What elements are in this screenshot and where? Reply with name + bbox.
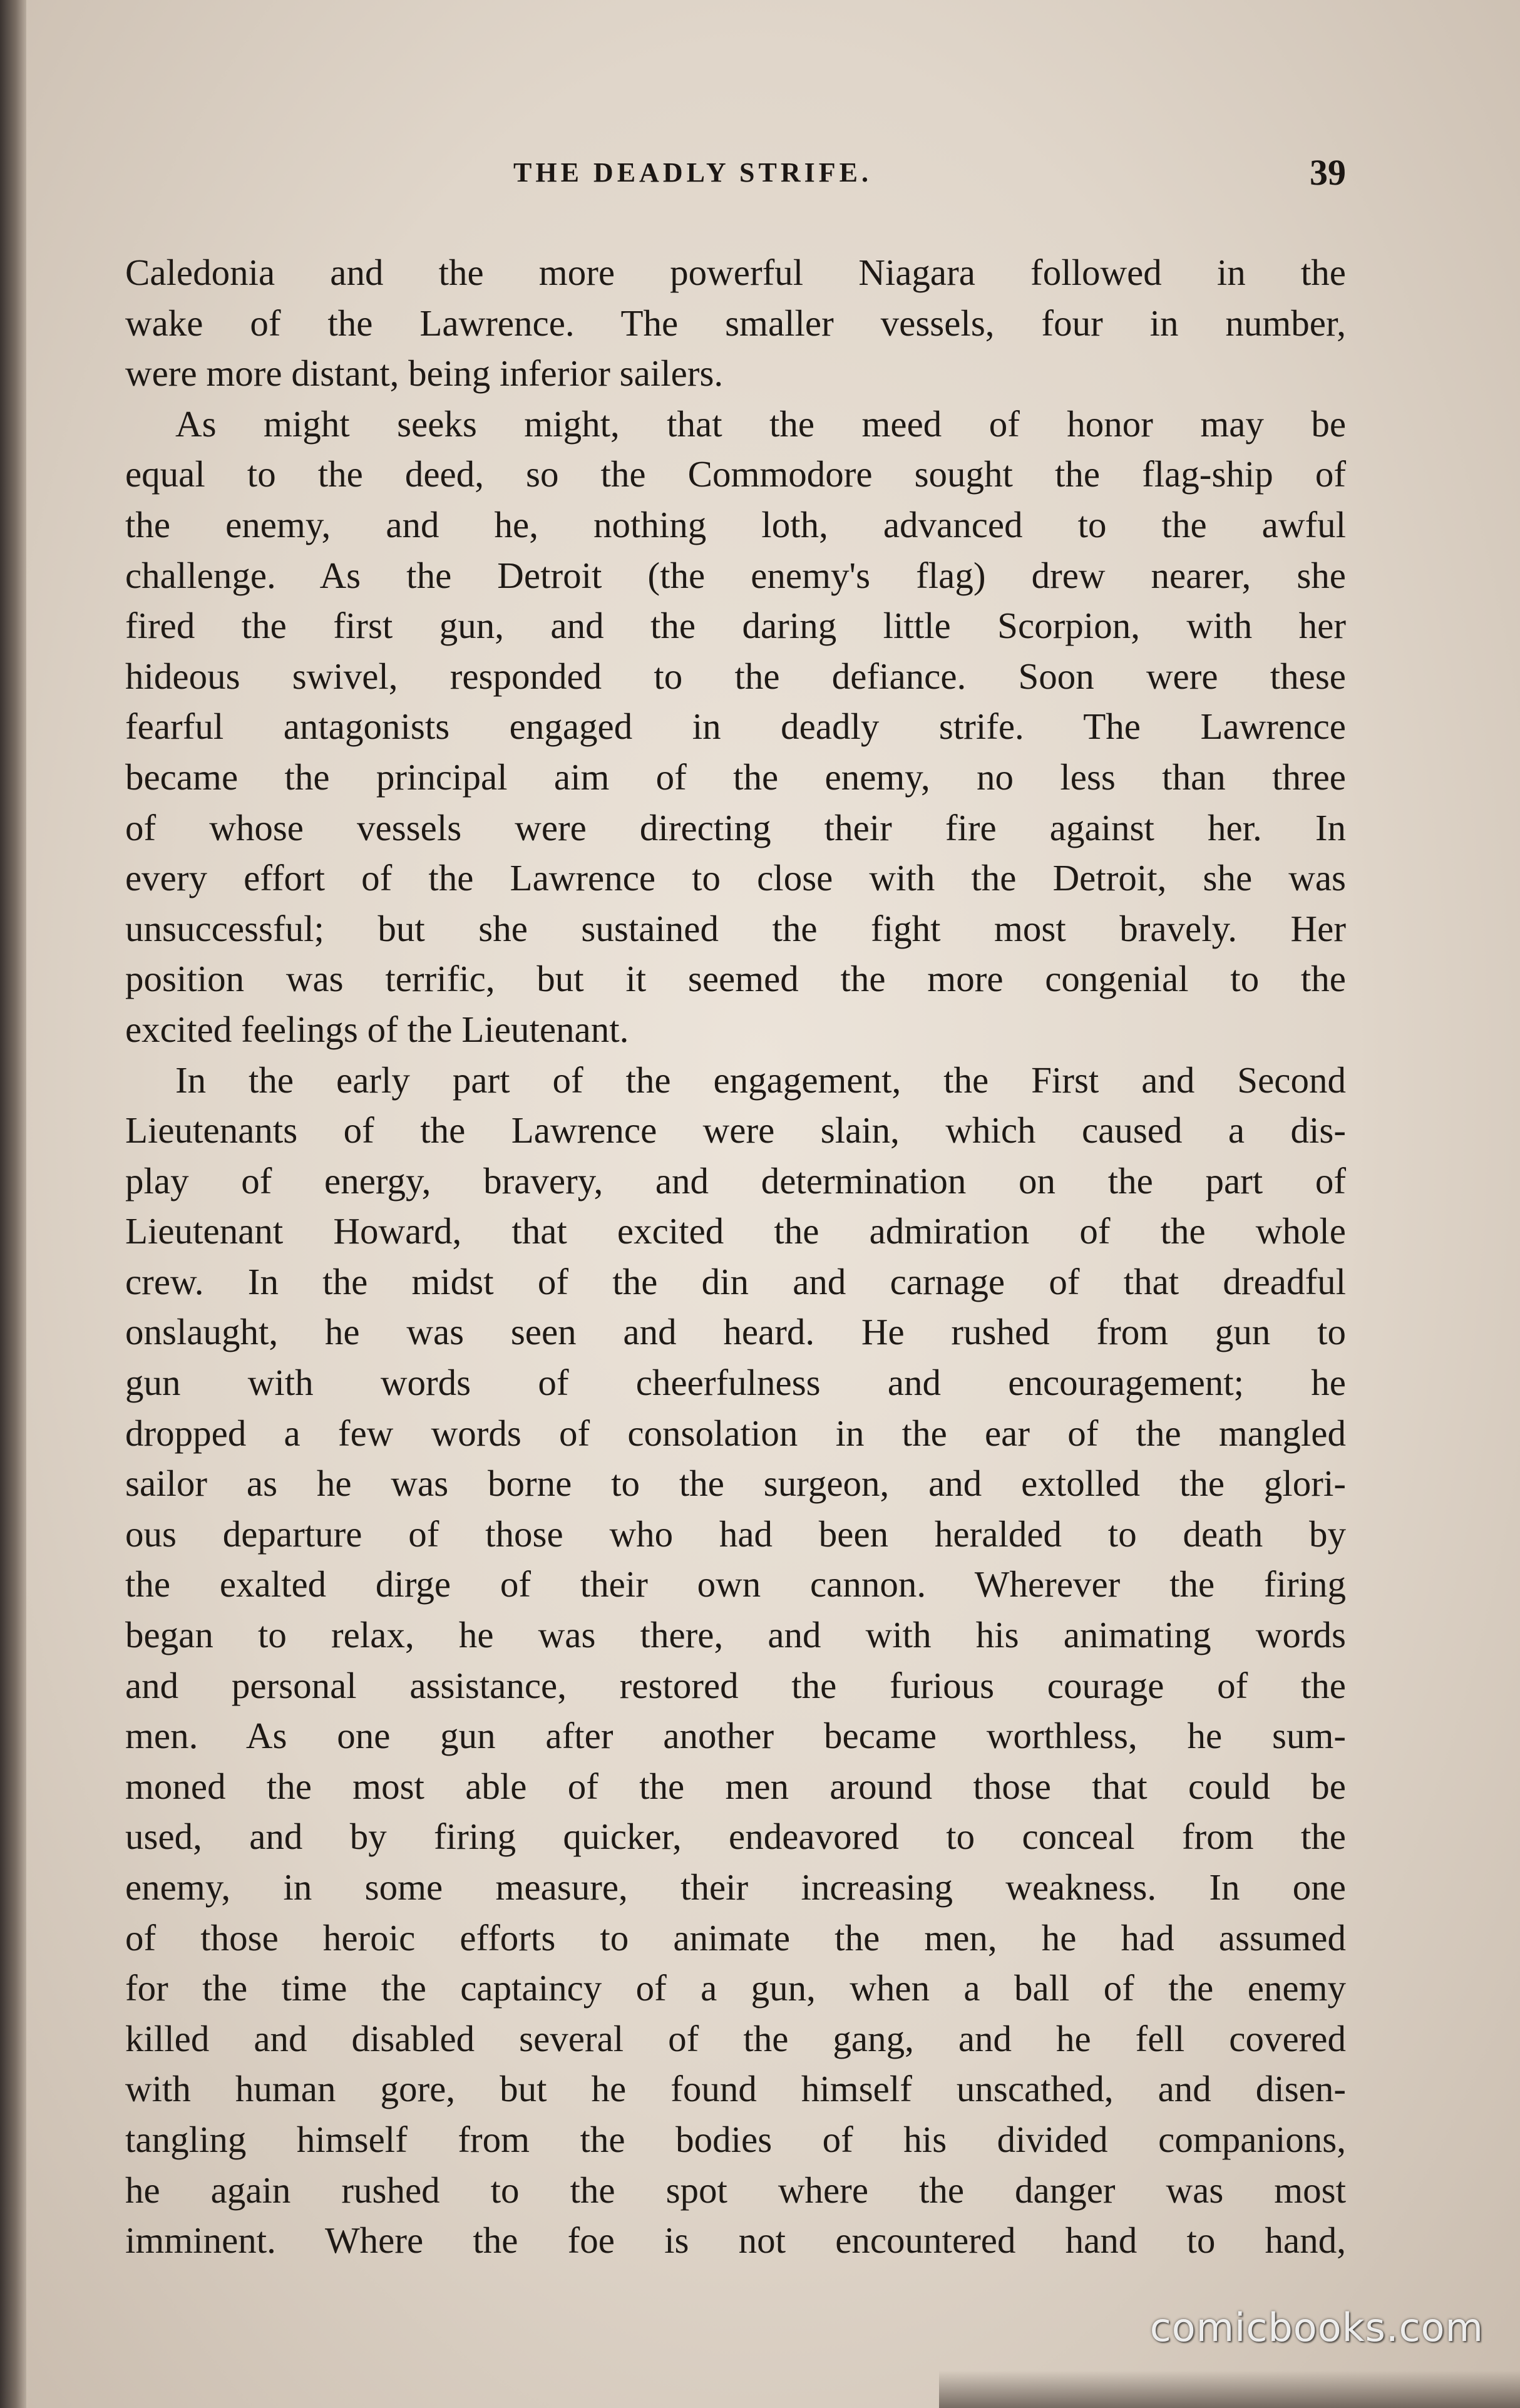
text-line-33: enemy, in some measure, their increasing weakness. In one — [125, 1866, 1346, 1908]
text-line-9: hideous swivel, responded to the defiance. Soon were these — [125, 655, 1346, 697]
text-line-39: he again rushed to the spot where the danger was most — [125, 2169, 1346, 2211]
text-line-21: crew. In the midst of the din and carnage of that dreadful — [125, 1260, 1346, 1302]
text-line-26: ous departure of those who had been heralded to death by — [125, 1513, 1346, 1555]
text-line-16: excited feelings of the Lieutenant. — [125, 1008, 629, 1050]
text-line-23: gun with words of cheerfulness and encouragement; he — [125, 1362, 1346, 1404]
text-line-20: Lieutenant Howard, that excited the admiration of the whole — [125, 1210, 1346, 1252]
text-line-27: the exalted dirge of their own cannon. Wherever the firing — [125, 1563, 1346, 1605]
text-line-35: for the time the captaincy of a gun, when a ball of the enemy — [125, 1967, 1346, 2009]
page-edge-shadow — [939, 2370, 1520, 2408]
site-watermark: comicbooks.com — [1149, 2305, 1484, 2350]
text-line-10: fearful antagonists engaged in deadly strife. The Lawrence — [125, 706, 1346, 748]
text-line-28: began to relax, he was there, and with his animating words — [125, 1614, 1346, 1656]
text-line-32: used, and by firing quicker, endeavored to conceal from the — [125, 1816, 1346, 1858]
text-line-8: fired the first gun, and the daring little Scorpion, with her — [125, 605, 1346, 647]
text-line-31: moned the most able of the men around those that could be — [125, 1765, 1346, 1807]
text-line-5: equal to the deed, so the Commodore sought the flag-ship of — [125, 453, 1346, 495]
text-line-18: Lieutenants of the Lawrence were slain, which caused a dis- — [125, 1109, 1346, 1151]
text-line-36: killed and disabled several of the gang, and he fell covered — [125, 2017, 1346, 2059]
text-line-29: and personal assistance, restored the furious courage of the — [125, 1664, 1346, 1706]
page-header — [125, 152, 1346, 207]
body-text — [125, 247, 1346, 2266]
text-line-25: sailor as he was borne to the surgeon, and extolled the glori- — [125, 1463, 1346, 1505]
text-line-19: play of energy, bravery, and determination on the part of — [125, 1160, 1346, 1201]
text-line-11: became the principal aim of the enemy, no less than three — [125, 756, 1346, 798]
text-line-14: unsuccessful; but she sustained the fight most bravely. Her — [125, 907, 1346, 949]
text-line-24: dropped a few words of consolation in the ear of the mangled — [125, 1412, 1346, 1454]
text-line-4: As might seeks might, that the meed of honor may be — [175, 403, 1346, 445]
text-line-38: tangling himself from the bodies of his divided companions, — [125, 2118, 1346, 2160]
text-line-17: In the early part of the engagement, the First and Second — [175, 1059, 1346, 1101]
text-line-22: onslaught, he was seen and heard. He rushed from gun to — [125, 1311, 1346, 1353]
text-line-15: position was terrific, but it seemed the more congenial to the — [125, 958, 1346, 1000]
book-spine-shadow — [0, 0, 26, 2408]
text-line-37: with human gore, but he found himself unscathed, and disen- — [125, 2068, 1346, 2110]
text-line-1: Caledonia and the more powerful Niagara followed in the — [125, 252, 1346, 293]
text-line-12: of whose vessels were directing their fire against her. In — [125, 806, 1346, 848]
text-line-34: of those heroic efforts to animate the men, he had assumed — [125, 1917, 1346, 1958]
text-line-13: every effort of the Lawrence to close with the Detroit, she was — [125, 857, 1346, 899]
text-line-6: the enemy, and he, nothing loth, advanced to the awful — [125, 503, 1346, 545]
text-line-7: challenge. As the Detroit (the enemy's flag) drew nearer, she — [125, 554, 1346, 596]
page-number: 39 — [1310, 152, 1346, 193]
text-line-40: imminent. Where the foe is not encountered hand to hand, — [125, 2220, 1346, 2261]
text-line-3: were more distant, being inferior sailers. — [125, 352, 724, 394]
text-line-2: wake of the Lawrence. The smaller vessels, four in number, — [125, 302, 1346, 344]
running-head: THE DEADLY STRIFE. — [513, 157, 872, 188]
text-line-30: men. As one gun after another became worthless, he sum- — [125, 1715, 1346, 1757]
